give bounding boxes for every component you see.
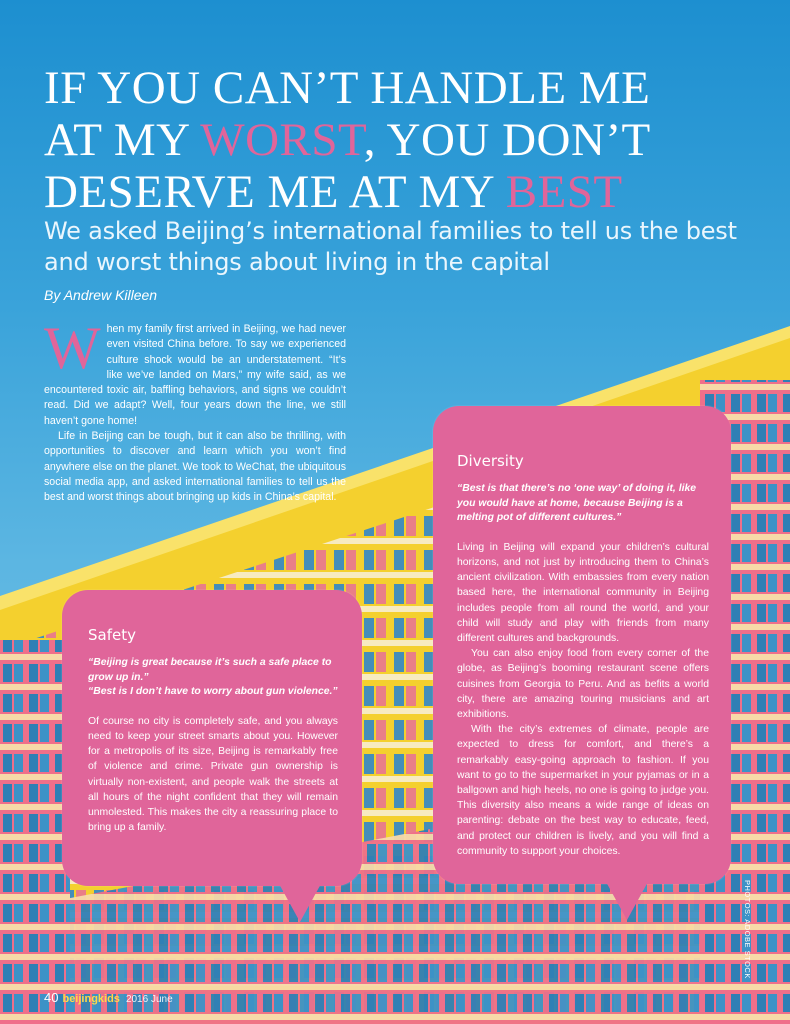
- intro-text: [44, 315, 346, 506]
- title-highlight-best: BEST: [505, 166, 623, 218]
- title-line-1: IF YOU CAN’T HANDLE ME: [44, 62, 651, 114]
- diversity-bubble-tail: [605, 880, 649, 920]
- intro-paragraph-2: Life in Beijing can be tough, but it can also be thrilling, with opportunities to discover and learn which you won’t find anywhere else on the planet. We took to WeChat, the ubiquitous social media app, and asked international families to tell us the best and worst things about bringing up kids in China’s capital.: [44, 430, 346, 504]
- diversity-paragraph-3: With the city’s extremes of climate, people are expected to dress for comfort, and there’s a remarkably easy-going approach to fashion. If you want to go to the supermarket in your pyjamas or in a ballgown and high heels, no one is going to judge you. This diversity also means a wide range of ideas on parenting: debate on the best way to educate, feed, and protect our children is lively, and you will find a community to support your choices.: [457, 724, 709, 857]
- safety-body: Of course no city is completely safe, and you always need to keep your street smarts about you. However for a metropolis of its size, Beijing is remarkably free of violence and crime. Private gun ownership is virtually non-existent, and people walk the streets at all hours of the night confident that they will remain unmolested. This makes the city a reassuring place to bring up a family.: [88, 715, 338, 834]
- page-footer: [44, 990, 173, 1005]
- diversity-speech-bubble: [433, 406, 731, 884]
- diversity-paragraph-2: You can also enjoy food from every corner of the globe, as Beijing’s booming restaurant scene offers cuisines from Georgia to Peru. And as befits a world city, there are amazing touring musicians and art exhibitions.: [457, 648, 709, 721]
- title-highlight-worst: WORST: [200, 114, 364, 166]
- safety-content: [88, 626, 338, 835]
- photo-credit: PHOTOS: ADOBE STOCK: [743, 880, 752, 979]
- safety-quote-2: “Best is I don’t have to worry about gun violence.”: [88, 686, 338, 698]
- intro-paragraph-1: [44, 315, 346, 429]
- article-subtitle: We asked Beijing’s international families to tell us the best and worst things about living in the capital: [44, 217, 737, 276]
- diversity-paragraph-1: Living in Beijing will expand your children’s cultural horizons, and not just by introducing them to China’s ancient civilization. With embassies from every nation based here, the international community in Beijing includes people from all round the world, and your child will study and play with friends from many different cultures and backgrounds.: [457, 541, 709, 644]
- diversity-content: [457, 452, 709, 859]
- magazine-name: beijingkids: [62, 993, 120, 1005]
- safety-quote-1: “Beijing is great because it’s such a safe place to grow up in.”: [88, 657, 332, 683]
- title-line-3-start: DESERVE ME AT MY: [44, 166, 506, 218]
- safety-heading: Safety: [88, 626, 136, 644]
- title-line-2-end: , YOU DON’T: [363, 114, 651, 166]
- byline: By Andrew Killeen: [44, 287, 158, 303]
- page-number: 40: [44, 990, 59, 1005]
- diversity-heading: Diversity: [457, 452, 524, 470]
- drop-cap: W: [44, 315, 101, 381]
- safety-speech-bubble: [62, 590, 362, 886]
- article-title: [44, 62, 764, 218]
- title-line-2-start: AT MY: [44, 114, 201, 166]
- safety-bubble-tail: [278, 882, 322, 922]
- intro-paragraph-1-text: hen my family first arrived in Beijing, we had never even visited China before. To say we experienced culture shock would be an understatement. “It’s like we’ve landed on Mars,” my wife said, as we encountered toxic air, baffling behaviors, and signs we couldn’t read. Did we adapt? Well, four years down the line, we still haven’t gone home!: [44, 323, 346, 427]
- diversity-quote: “Best is that there’s no ‘one way’ of doing it, like you would have at home, because Beijing is a melting pot of different cultures.”: [457, 483, 697, 524]
- issue-date: 2016 June: [125, 994, 173, 1005]
